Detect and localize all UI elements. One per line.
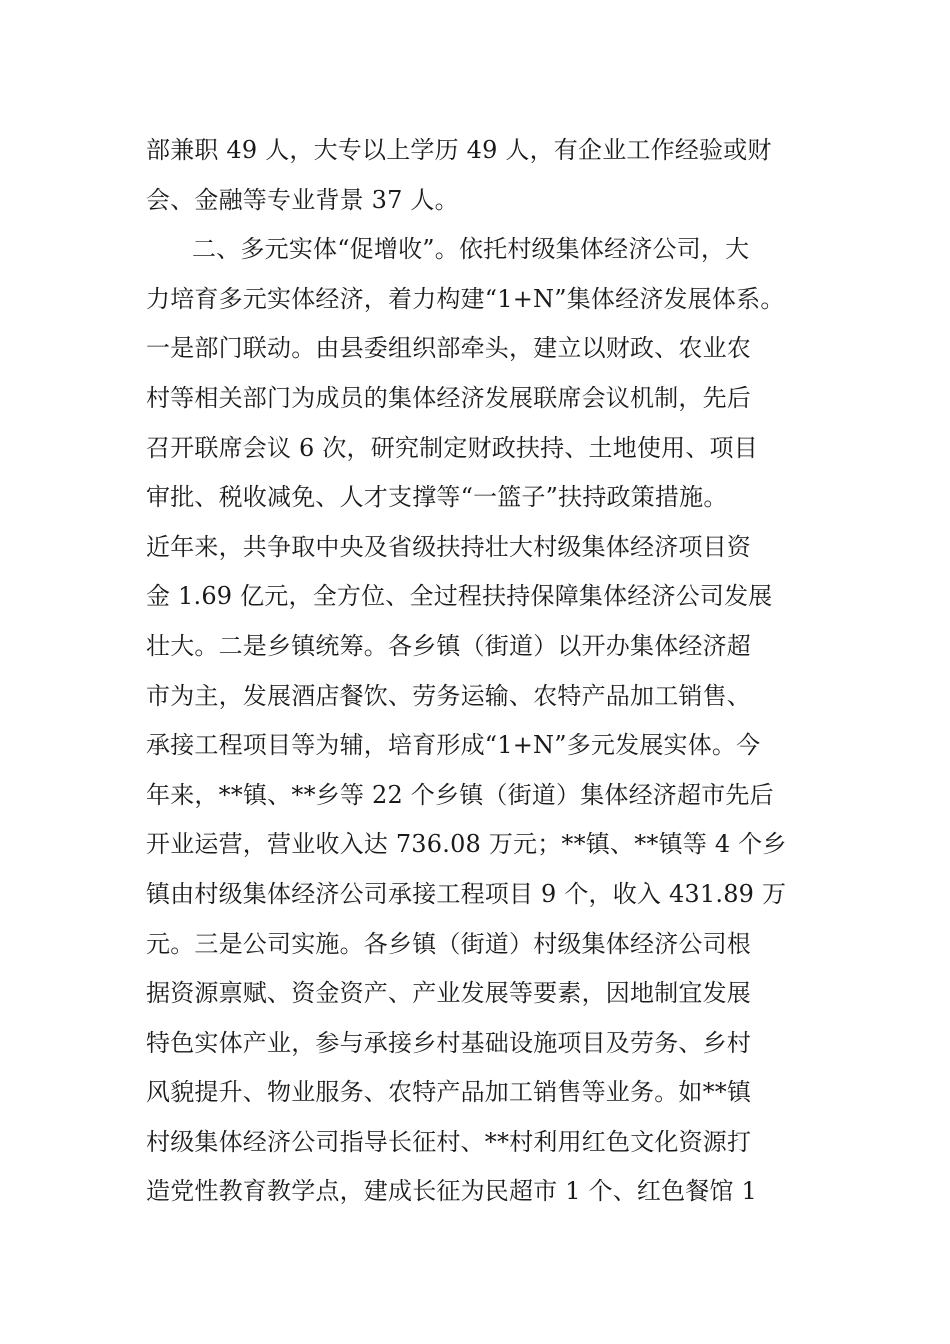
text-line: 承接工程项目等为辅，培育形成“1+N”多元发展实体。今: [146, 731, 761, 760]
section-heading-line: 二、多元实体“促增收”。依托村级集体经济公司，大: [192, 235, 750, 264]
text-line: 镇由村级集体经济公司承接工程项目 9 个，收入 431.89 万: [146, 879, 787, 908]
text-line: 会、金融等专业背景 37 人。: [146, 185, 459, 214]
text-line: 特色实体产业，参与承接乡村基础设施项目及劳务、乡村: [146, 1028, 751, 1057]
text-line: 开业运营，营业收入达 736.08 万元；**镇、**镇等 4 个乡: [146, 830, 787, 859]
text-line: 审批、税收减免、人才支撑等“一篮子”扶持政策措施。: [146, 483, 728, 512]
text-line: 据资源禀赋、资金资产、产业发展等要素，因地制宜发展: [146, 979, 751, 1008]
body-text: [146, 126, 816, 1217]
text-line: 一是部门联动。由县委组织部牵头，建立以财政、农业农: [146, 334, 751, 363]
text-line: 元。三是公司实施。各乡镇（街道）村级集体经济公司根: [146, 929, 751, 958]
text-line: 村等相关部门为成员的集体经济发展联席会议机制，先后: [146, 383, 751, 412]
text-line: 市为主，发展酒店餐饮、劳务运输、农特产品加工销售、: [146, 681, 751, 710]
text-line: 造党性教育教学点，建成长征为民超市 1 个、红色餐馆 1: [146, 1177, 758, 1206]
text-line: 村级集体经济公司指导长征村、**村利用红色文化资源打: [146, 1127, 752, 1156]
text-line: 部兼职 49 人，大专以上学历 49 人，有企业工作经验或财: [146, 136, 772, 164]
text-line: 壮大。二是乡镇统筹。各乡镇（街道）以开办集体经济超: [146, 631, 751, 660]
text-line: 召开联席会议 6 次，研究制定财政扶持、土地使用、项目: [146, 433, 758, 462]
text-line: 年来，**镇、**乡等 22 个乡镇（街道）集体经济超市先后: [146, 780, 774, 809]
text-line: 风貌提升、物业服务、农特产品加工销售等业务。如**镇: [146, 1078, 752, 1107]
text-line: 金 1.69 亿元，全方位、全过程扶持保障集体经济公司发展: [146, 582, 773, 611]
text-line: 近年来，共争取中央及省级扶持壮大村级集体经济项目资: [146, 532, 751, 561]
text-line: 力培育多元实体经济，着力构建“1+N”集体经济发展体系。: [146, 284, 785, 313]
